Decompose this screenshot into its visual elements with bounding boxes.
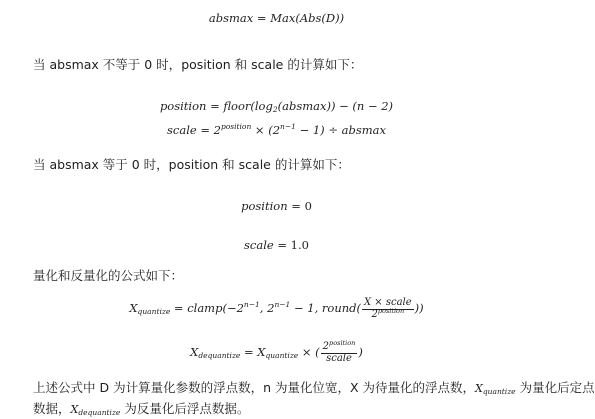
equation-position-zero: position = 0 bbox=[241, 199, 312, 213]
paragraph-explanation-line1: 上述公式中 D 为计算量化参数的浮点数，n 为量化位宽，X 为待量化的浮点数，$X_{quantize}$ 为量化后定点 bbox=[33, 380, 595, 396]
equation-scale-nonzero: scale = $2^{position} \times (2^{n-1} - 1) \div absmax$ bbox=[167, 122, 386, 137]
paragraph-zero-case: 当 absmax 等于 0 时，position 和 scale 的计算如下： bbox=[33, 157, 350, 172]
equation-dequantize: $X_{dequantize} = X_{quantize}$ × ( $\frac{2^{position}}{\text{scale}}$ ) bbox=[190, 339, 363, 364]
x-dequantize-symbol: $X_{dequantize}$ bbox=[70, 403, 121, 417]
x-quantize-symbol: $X_{quantize}$ bbox=[475, 382, 516, 396]
fraction-dequantize: $\frac{2^{position}}{\text{scale}}$ bbox=[322, 339, 356, 364]
fraction-quantize: $\frac{\text{X × scale}}{2^{position}}$ bbox=[364, 297, 412, 320]
equation-scale-zero: scale = 1.0 bbox=[244, 238, 309, 252]
equation-position-floor: position = $floor(\log_2(absmax)) - (n - 2)$ bbox=[159, 99, 394, 114]
paragraph-formula-intro: 量化和反量化的公式如下： bbox=[33, 268, 184, 283]
equation-quantize: $X_{quantize}$ = $clamp(-2^{n-1}$, $2^{n-1} - 1$, round( $\frac{\text{X × scale}}{2^{position}}$ )) bbox=[129, 297, 424, 320]
paragraph-explanation-line2: 数据，$X_{dequantize}$ 为反量化后浮点数据。 bbox=[33, 401, 250, 417]
equation-absmax: absmax = Max(Abs(D)) bbox=[208, 11, 345, 25]
paragraph-nonzero-case: 当 absmax 不等于 0 时，position 和 scale 的计算如下： bbox=[33, 57, 363, 72]
